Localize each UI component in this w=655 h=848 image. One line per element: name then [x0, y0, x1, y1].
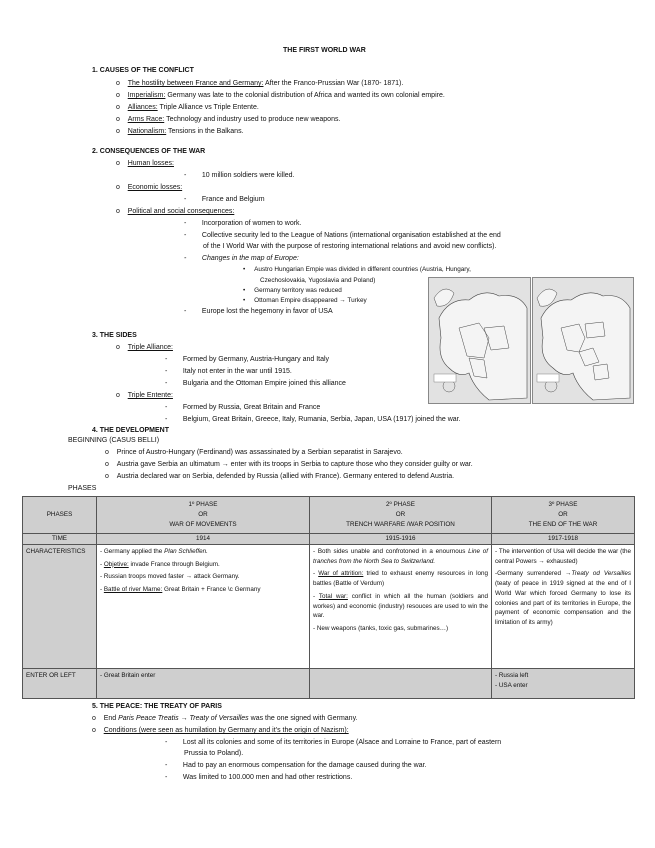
section-1-heading: 1. CAUSES OF THE CONFLICT — [92, 67, 194, 74]
list-item-cont: Prussia to Poland). — [184, 750, 244, 757]
page-title: THE FIRST WORLD WAR — [283, 47, 366, 54]
table-header-cell: 3º PHASE OR THE END OF THE WAR — [492, 497, 635, 534]
list-item: - Was limited to 100.000 men and had other restrictions. — [165, 774, 353, 781]
section-4-heading: 4. THE DEVELOPMENT — [92, 427, 170, 434]
list-item: - Collective security led to the League of Nations (international organisation established at the end — [184, 232, 501, 239]
subheading: BEGINNING (CASUS BELLI) — [68, 437, 160, 444]
table-cell: - Germany applied the Plan Schlieffen. - Objetive: invade France through Belgium. - Russian troops moved faster → attack Germany. - Battle of river Marne: Great Britain + France \c Germany — [97, 544, 310, 668]
list-item-cont: of the I World War with the purpose of restoring international relations and avoid new conflicts). — [203, 243, 497, 250]
table-cell: - Both sides unable and confrotoned in a enournous Line of tranches from the North Sea to Switzerland. - War of attrition: tried to exhaust enemy resources in long battles (Battle of Verdum) - Total war: conflict in which all the human (soldiers and workes) and economic (industry) resouces are used to win the war. - New weapons (tanks, toxic gas, submarines…) — [310, 544, 492, 668]
phases-label: PHASES — [68, 485, 97, 492]
list-item: • Ottoman Empire disappeared → Turkey — [243, 297, 367, 304]
list-item: - Incorporation of women to work. — [184, 220, 302, 227]
list-item: o Arms Race: Technology and industry used to produce new weapons. — [116, 116, 341, 123]
list-item: o Human losses: — [116, 160, 174, 167]
list-item: o Conditions (were seen as humilation by Germany and it’s the origin of Nazism): — [92, 727, 349, 734]
table-cell: TIME — [23, 534, 97, 545]
table-cell: - The intervention of Usa will decide the war (the central Powers → exhausted) -Germany surrendered →Treaty od Versailles (teaty of peace in 1919 signed at the end of I World War which forced Germany to lose its colonies and part of its territories in Europe, the payment of economic compensation and the limitation of its army) — [492, 544, 635, 668]
list-item: • Austro Hungarian Empie was divided in different countries (Austria, Hungary, — [243, 266, 471, 273]
table-cell: 1915-1916 — [310, 534, 492, 545]
list-item: - Europe lost the hegemony in favor of USA — [184, 308, 333, 315]
list-item: o Austria declared war on Serbia, defended by Russia (allied with France). Germany entered to defend Austria. — [105, 473, 455, 480]
europe-map-after — [532, 277, 634, 404]
list-item: - France and Belgium — [184, 196, 265, 203]
list-item: o Austria gave Serbia an ultimatum → enter with its troops in Serbia to capture those who they consider guilty or war. — [105, 461, 473, 468]
list-item: - Italy not enter in the war until 1915. — [165, 368, 292, 375]
list-item: - Belgium, Great Britain, Greece, Italy, Rumania, Serbia, Japan, USA (1917) joined the war. — [165, 416, 461, 423]
section-2-heading: 2. CONSEQUENCES OF THE WAR — [92, 148, 206, 155]
list-item: o Triple Entente: — [116, 392, 173, 399]
list-item: - Changes in the map of Europe: — [184, 255, 299, 262]
list-item: o Alliances: Triple Alliance vs Triple Entente. — [116, 104, 259, 111]
table-cell: 1917-1918 — [492, 534, 635, 545]
table-header-row — [23, 497, 635, 534]
map-icon — [533, 278, 633, 403]
phases-table — [22, 496, 635, 699]
list-item: - Lost all its colonies and some of its territories in Europe (Alsace and Lorraine to France, part of eastern — [165, 739, 502, 746]
list-item: - Had to pay an enormous compensation for the damage caused during the war. — [165, 762, 427, 769]
table-cell: 1914 — [97, 534, 310, 545]
list-item: o Triple Alliance: — [116, 344, 173, 351]
list-item: - Formed by Germany, Austria-Hungary and Italy — [165, 356, 330, 363]
list-item: o The hostility between France and Germany: After the Franco-Prussian War (1870- 1871). — [116, 80, 404, 87]
list-item: - Formed by Russia, Great Britain and France — [165, 404, 321, 411]
map-icon — [429, 278, 530, 403]
table-cell: - Russia left - USA enter — [492, 668, 635, 698]
table-row — [23, 544, 635, 668]
table-cell — [310, 668, 492, 698]
europe-map-before — [428, 277, 531, 404]
list-item-cont: Czechoslovakia, Yugoslavia and Poland) — [260, 277, 376, 284]
list-item: - Bulgaria and the Ottoman Empire joined this alliance — [165, 380, 346, 387]
list-item: o End Paris Peace Treatis → Treaty of Versailles was the one signed with Germany. — [92, 715, 358, 722]
table-row — [23, 534, 635, 545]
table-header-cell: 1º PHASE OR WAR OF MOVEMENTS — [97, 497, 310, 534]
list-item: o Economic losses: — [116, 184, 183, 191]
section-3-heading: 3. THE SIDES — [92, 332, 137, 339]
list-item: - 10 million soldiers were killed. — [184, 172, 295, 179]
list-item: o Prince of Austro-Hungary (Ferdinand) was assassinated by a Serbian separatist in Sarajevo. — [105, 449, 403, 456]
table-cell: ENTER OR LEFT — [23, 668, 97, 698]
list-item: • Germany territory was reduced — [243, 287, 342, 294]
table-row — [23, 668, 635, 698]
table-cell: - Great Britain enter — [97, 668, 310, 698]
table-header-cell: PHASES — [23, 497, 97, 534]
table-cell: CHARACTERISTICS — [23, 544, 97, 668]
list-item: o Nationalism: Tensions in the Balkans. — [116, 128, 244, 135]
list-item: o Imperialism: Germany was late to the colonial distribution of Africa and wanted its own colonial empire. — [116, 92, 445, 99]
section-5-heading: 5. THE PEACE: THE TREATY OF PARIS — [92, 703, 222, 710]
list-item: o Political and social consequences: — [116, 208, 235, 215]
table-header-cell: 2º PHASE OR TRENCH WARFARE /WAR POSITION — [310, 497, 492, 534]
